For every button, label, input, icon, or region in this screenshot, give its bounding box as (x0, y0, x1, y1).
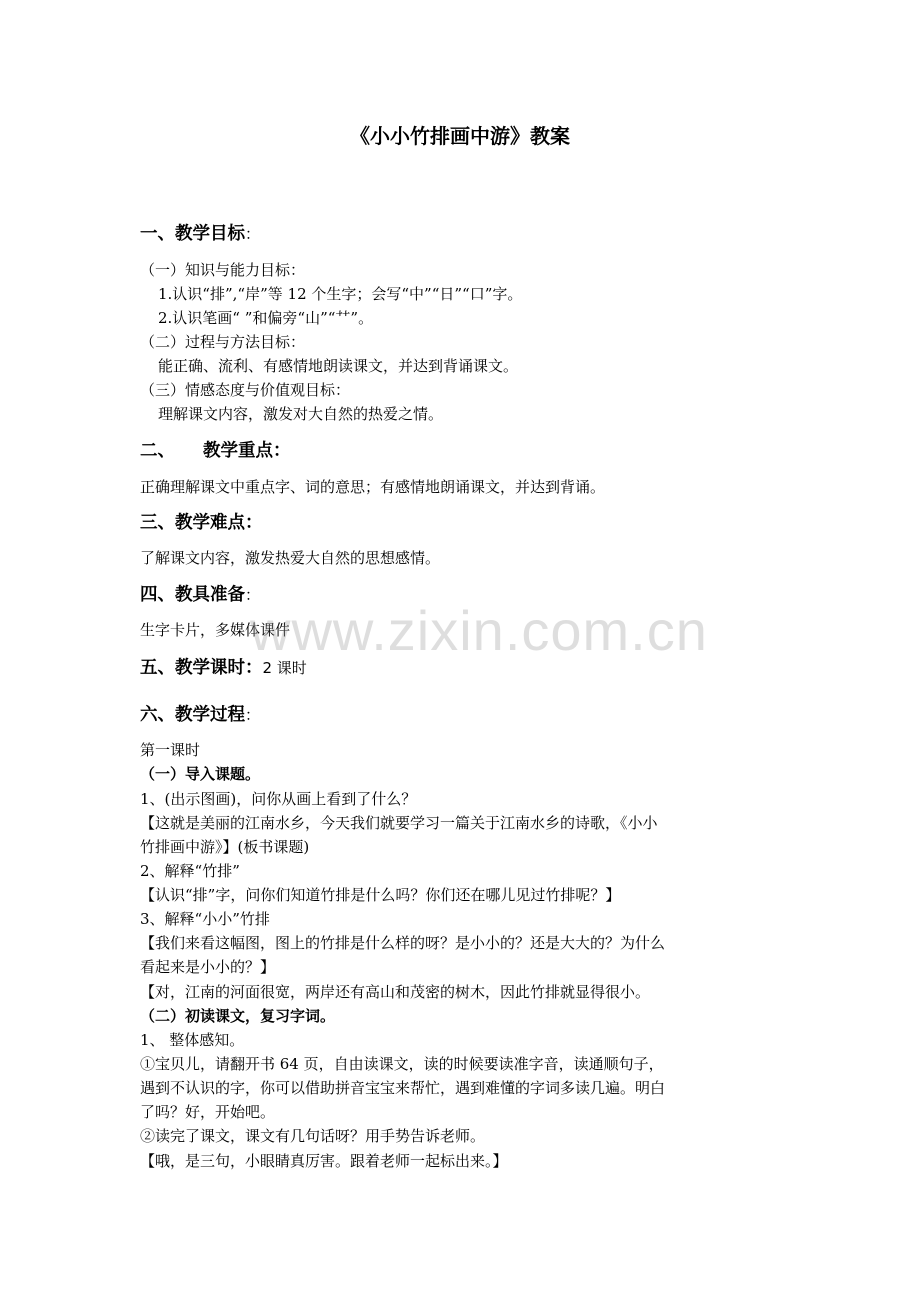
heading-text: 四、教具准备 (140, 585, 245, 605)
objective-emotion-label: （三）情感态度与价值观目标： (140, 381, 351, 399)
process-line: 1、(出示图画)，问你从画上看到了什么？ (140, 790, 417, 808)
heading-text: 六、教学过程 (140, 705, 245, 725)
process-line: 1、 整体感知。 (140, 1031, 245, 1049)
process-line: ②读完了课文，课文有几句话呀？用手势告诉老师。 (140, 1127, 486, 1145)
process-line: 第一课时 (140, 741, 201, 759)
process-line: 看起来是小小的？】 (140, 958, 276, 976)
objective-knowledge-label: （一）知识与能力目标： (140, 261, 306, 279)
process-line: 竹排画中游》】(板书课题) (140, 838, 310, 856)
section-heading-objectives (140, 220, 260, 248)
process-line: 2、解释“竹排” (140, 862, 240, 880)
section-heading-difficulties: 三、教学难点： (140, 513, 263, 533)
heading-text: 教学重点： (203, 441, 291, 461)
heading-colon: ： (245, 586, 261, 604)
heading-colon: ： (245, 225, 261, 243)
process-line: 【我们来看这幅图，图上的竹排是什么样的呀？是小小的？还是大大的？为什么 (140, 934, 666, 952)
heading-text: 一、教学目标 (140, 224, 245, 244)
process-line: 3、解释“小小”竹排 (140, 910, 270, 928)
section-heading-materials (140, 581, 260, 609)
document-title: 《小小竹排画中游》教案 (350, 124, 570, 148)
heading-colon: ： (245, 706, 261, 724)
process-line: 了吗？好，开始吧。 (140, 1103, 276, 1121)
difficulties-body: 了解课文内容，激发热爱大自然的思想感情。 (140, 549, 441, 567)
objective-process-body: 能正确、流利、有感情地朗读课文，并达到背诵课文。 (158, 357, 519, 375)
watermark: www.zixin.com.cn (250, 599, 708, 662)
objective-process-label: （二）过程与方法目标： (140, 333, 306, 351)
process-subheading: （一）导入课题。 (140, 765, 261, 783)
process-line: 遇到不认识的字，你可以借助拼音宝宝来帮忙，遇到难懂的字词多读几遍。明白 (140, 1079, 666, 1097)
key-points-body: 正确理解课文中重点字、词的意思；有感情地朗诵课文，并达到背诵。 (140, 478, 606, 496)
heading-text: 五、教学课时： (140, 658, 263, 678)
section-heading-process (140, 701, 260, 729)
process-line: 【对，江南的河面很宽，两岸还有高山和茂密的树木，因此竹排就显得很小。 (140, 983, 651, 1001)
process-line: ①宝贝儿，请翻开书 64 页，自由读课文，读的时候要读准字音，读通顺句子， (140, 1055, 664, 1073)
process-subheading: （二）初读课文，复习字词。 (140, 1007, 336, 1025)
objective-knowledge-item-2: 2.认识笔画“ ”和偏旁“山”“⺿”。 (158, 309, 374, 327)
process-line: 【哦，是三句，小眼睛真厉害。跟着老师一起标出来。】 (140, 1152, 508, 1170)
objective-knowledge-item-1: 1.认识“排”,“岸”等 12 个生字；会写“中”“日”“口”字。 (158, 285, 523, 303)
heading-number: 二、 (140, 441, 175, 461)
process-line: 【认识“排”字，问你们知道竹排是什么吗？你们还在哪儿见过竹排呢？】 (140, 886, 621, 904)
process-line: 【这就是美丽的江南水乡，今天我们就要学习一篇关于江南水乡的诗歌，《小小 (140, 814, 658, 832)
section-heading-key-points (140, 437, 291, 465)
periods-value: 2 课时 (262, 659, 307, 677)
materials-body: 生字卡片，多媒体课件 (140, 621, 291, 639)
objective-emotion-body: 理解课文内容，激发对大自然的热爱之情。 (158, 405, 444, 423)
